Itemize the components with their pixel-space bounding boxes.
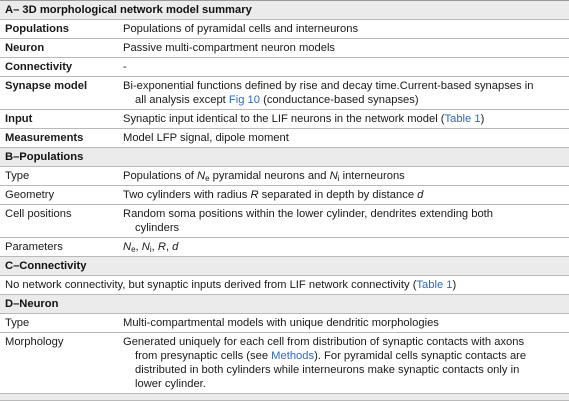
- row-label-geometry: Geometry: [5, 189, 55, 201]
- table-row: [0, 77, 569, 110]
- ni-subscript: i: [337, 174, 340, 183]
- morph-line-2: [123, 349, 564, 363]
- table-row: [0, 39, 569, 58]
- ni-symbol: N: [329, 170, 338, 182]
- section-c-header: [0, 257, 569, 276]
- row-label-morphology: Morphology: [5, 336, 64, 348]
- row-value-neuron: Passive multi-compartment neuron models: [118, 39, 569, 58]
- input-post: ): [480, 113, 485, 125]
- row-value-input: [118, 110, 569, 129]
- table-1-link-c[interactable]: Table 1: [416, 279, 453, 291]
- table-row: [0, 205, 569, 238]
- morph-line-2-pre: from presynaptic cells (see: [135, 350, 272, 362]
- row-value-synapse-model: [118, 77, 569, 110]
- row-label-parameters: Parameters: [5, 241, 63, 253]
- input-pre: Synaptic input identical to the LIF neurons in the network model (: [123, 113, 445, 125]
- table-row: [0, 238, 569, 257]
- table-row: [0, 276, 569, 295]
- table-1-link[interactable]: Table 1: [444, 113, 481, 125]
- param-sep: ,: [151, 241, 158, 253]
- positions-line-2: cylinders: [135, 222, 180, 234]
- section-a-header: [0, 1, 569, 20]
- type-post: interneurons: [339, 170, 405, 182]
- row-label-neuron: Neuron: [0, 39, 118, 58]
- row-label-populations: Populations: [0, 20, 118, 39]
- distance-symbol: d: [417, 189, 424, 201]
- param-ne-symbol: N: [123, 241, 132, 253]
- row-value-type: [118, 167, 569, 186]
- section-d-title: D–Neuron: [0, 295, 569, 314]
- radius-symbol: R: [250, 189, 259, 201]
- row-value-populations: Populations of pyramidal cells and interneurons: [118, 20, 569, 39]
- row-value-connectivity: -: [118, 58, 569, 77]
- fig-10-link[interactable]: Fig 10: [228, 94, 260, 106]
- section-b-header: [0, 148, 569, 167]
- table-row: [0, 314, 569, 333]
- row-label-type: Type: [5, 170, 30, 182]
- row-label-connectivity: Connectivity: [0, 58, 118, 77]
- param-radius-symbol: R: [157, 241, 166, 253]
- type-pre: Populations of: [123, 170, 198, 182]
- table-row: [0, 110, 569, 129]
- row-value-neuron-type: Multi-compartmental models with unique dendritic morphologies: [123, 317, 439, 329]
- row-value-connectivity-note: [0, 276, 569, 295]
- table-row: [0, 20, 569, 39]
- param-ni-subscript: i: [149, 245, 152, 254]
- row-value-cell-positions: [118, 205, 569, 238]
- param-sep: ,: [165, 241, 173, 253]
- row-label-synapse-model: Synapse model: [0, 77, 118, 110]
- param-sep: ,: [135, 241, 142, 253]
- table-row: [0, 186, 569, 205]
- morph-line-2-post: ). For pyramidal cells synaptic contacts are: [314, 350, 527, 362]
- row-value-morphology: [118, 333, 569, 394]
- table-row: [0, 58, 569, 77]
- methods-link[interactable]: Methods: [271, 350, 315, 362]
- section-d-header: [0, 295, 569, 314]
- morph-line-1: Generated uniquely for each cell from distribution of synaptic contacts with axons: [123, 336, 525, 348]
- section-b-title: B–Populations: [0, 148, 569, 167]
- section-a-title: A– 3D morphological network model summary: [0, 1, 569, 20]
- row-label-cell-positions: Cell positions: [5, 208, 72, 220]
- row-value-parameters: [118, 238, 569, 257]
- param-distance-symbol: d: [172, 241, 179, 253]
- row-value-geometry: [118, 186, 569, 205]
- connectivity-post: ): [452, 279, 457, 291]
- synapse-line-2: [123, 93, 564, 107]
- synapse-line-1: Bi-exponential functions defined by rise and decay time.Current-based synapses in: [123, 80, 534, 92]
- morph-line-3: distributed in both cylinders while interneurons make synaptic contacts only in: [135, 364, 520, 376]
- table-row: [0, 333, 569, 394]
- synapse-line-2-post: (conductance-based synapses): [260, 94, 419, 106]
- row-label-measurements: Measurements: [0, 129, 118, 148]
- geom-pre: Two cylinders with radius: [123, 189, 251, 201]
- table-row: [0, 129, 569, 148]
- type-mid: pyramidal neurons and: [209, 170, 330, 182]
- connectivity-pre: No network connectivity, but synaptic inputs derived from LIF network connectivity (: [5, 279, 417, 291]
- section-c-title: C–Connectivity: [0, 257, 569, 276]
- morph-line-4: lower cylinder.: [135, 378, 206, 390]
- param-ni-symbol: N: [141, 241, 150, 253]
- geom-mid: separated in depth by distance: [258, 189, 418, 201]
- row-label-neuron-type: Type: [5, 317, 30, 329]
- row-value-measurements: Model LFP signal, dipole moment: [118, 129, 569, 148]
- positions-line-1: Random soma positions within the lower cylinder, dendrites extending both: [123, 208, 494, 220]
- table-footer-band: [0, 394, 569, 401]
- param-ne-subscript: e: [131, 245, 136, 254]
- table-row: [0, 167, 569, 186]
- synapse-line-2-pre: all analysis except: [135, 94, 229, 106]
- ne-subscript: e: [205, 174, 210, 183]
- row-label-input: Input: [0, 110, 118, 129]
- ne-symbol: N: [197, 170, 206, 182]
